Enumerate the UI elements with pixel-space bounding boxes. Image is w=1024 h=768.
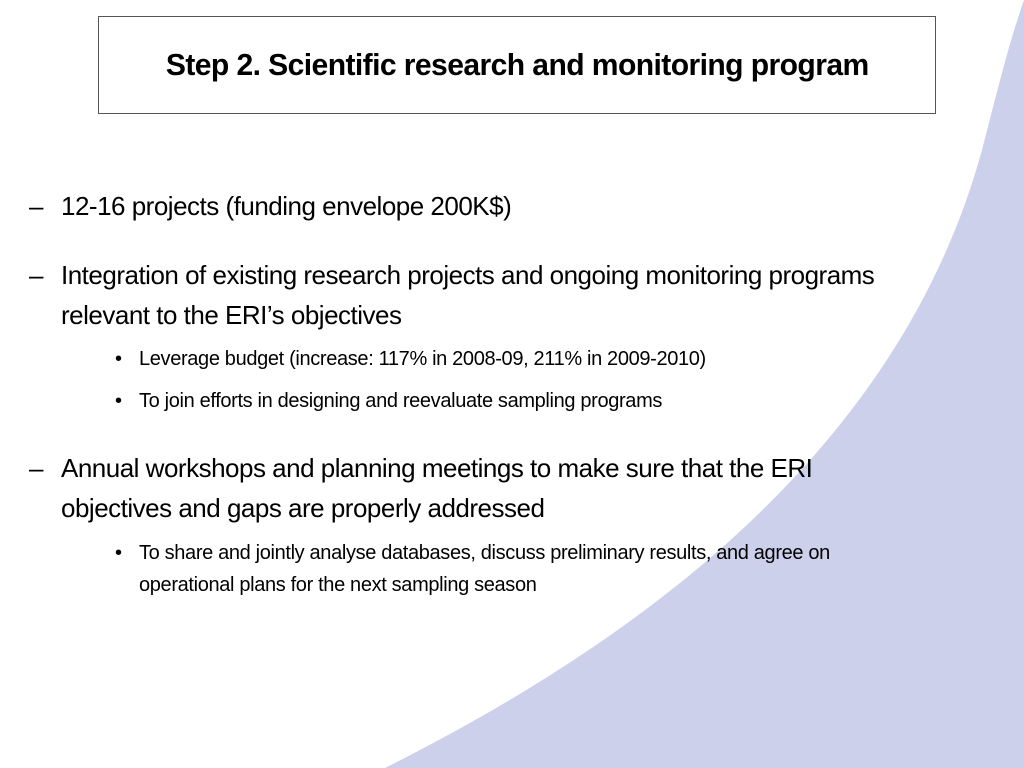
- sub-bullet-text: To share and jointly analyse databases, discuss preliminary results, and agree on: [139, 542, 830, 564]
- sub-bullet-text: operational plans for the next sampling season: [139, 574, 537, 596]
- sub-bullet-text: Leverage budget (increase: 117% in 2008-09, 211% in 2009-2010): [139, 348, 706, 370]
- bullet-item: [29, 255, 875, 335]
- sub-bullet-text: To join efforts in designing and reevaluate sampling programs: [139, 390, 663, 412]
- dot-marker: •: [115, 348, 122, 370]
- sub-bullet-item: [115, 385, 663, 417]
- bullet-text: relevant to the ERI’s objectives: [61, 300, 402, 330]
- bullet-text: objectives and gaps are properly addressed: [61, 493, 545, 523]
- bullet-text: Integration of existing research projects and ongoing monitoring programs: [61, 260, 875, 290]
- bullet-item: [29, 186, 512, 226]
- dash-marker: –: [29, 260, 43, 290]
- dot-marker: •: [115, 542, 122, 564]
- dash-marker: –: [29, 453, 43, 483]
- sub-bullet-item: [115, 343, 706, 375]
- bullet-item: [29, 448, 813, 528]
- bullet-text: 12-16 projects (funding envelope 200K$): [61, 191, 512, 221]
- title-box: [98, 16, 936, 114]
- bullet-text: Annual workshops and planning meetings to make sure that the ERI: [61, 453, 813, 483]
- dash-marker: –: [29, 191, 43, 221]
- slide-title: Step 2. Scientific research and monitoring program: [165, 47, 869, 82]
- dot-marker: •: [115, 390, 122, 412]
- sub-bullet-item: [115, 537, 830, 601]
